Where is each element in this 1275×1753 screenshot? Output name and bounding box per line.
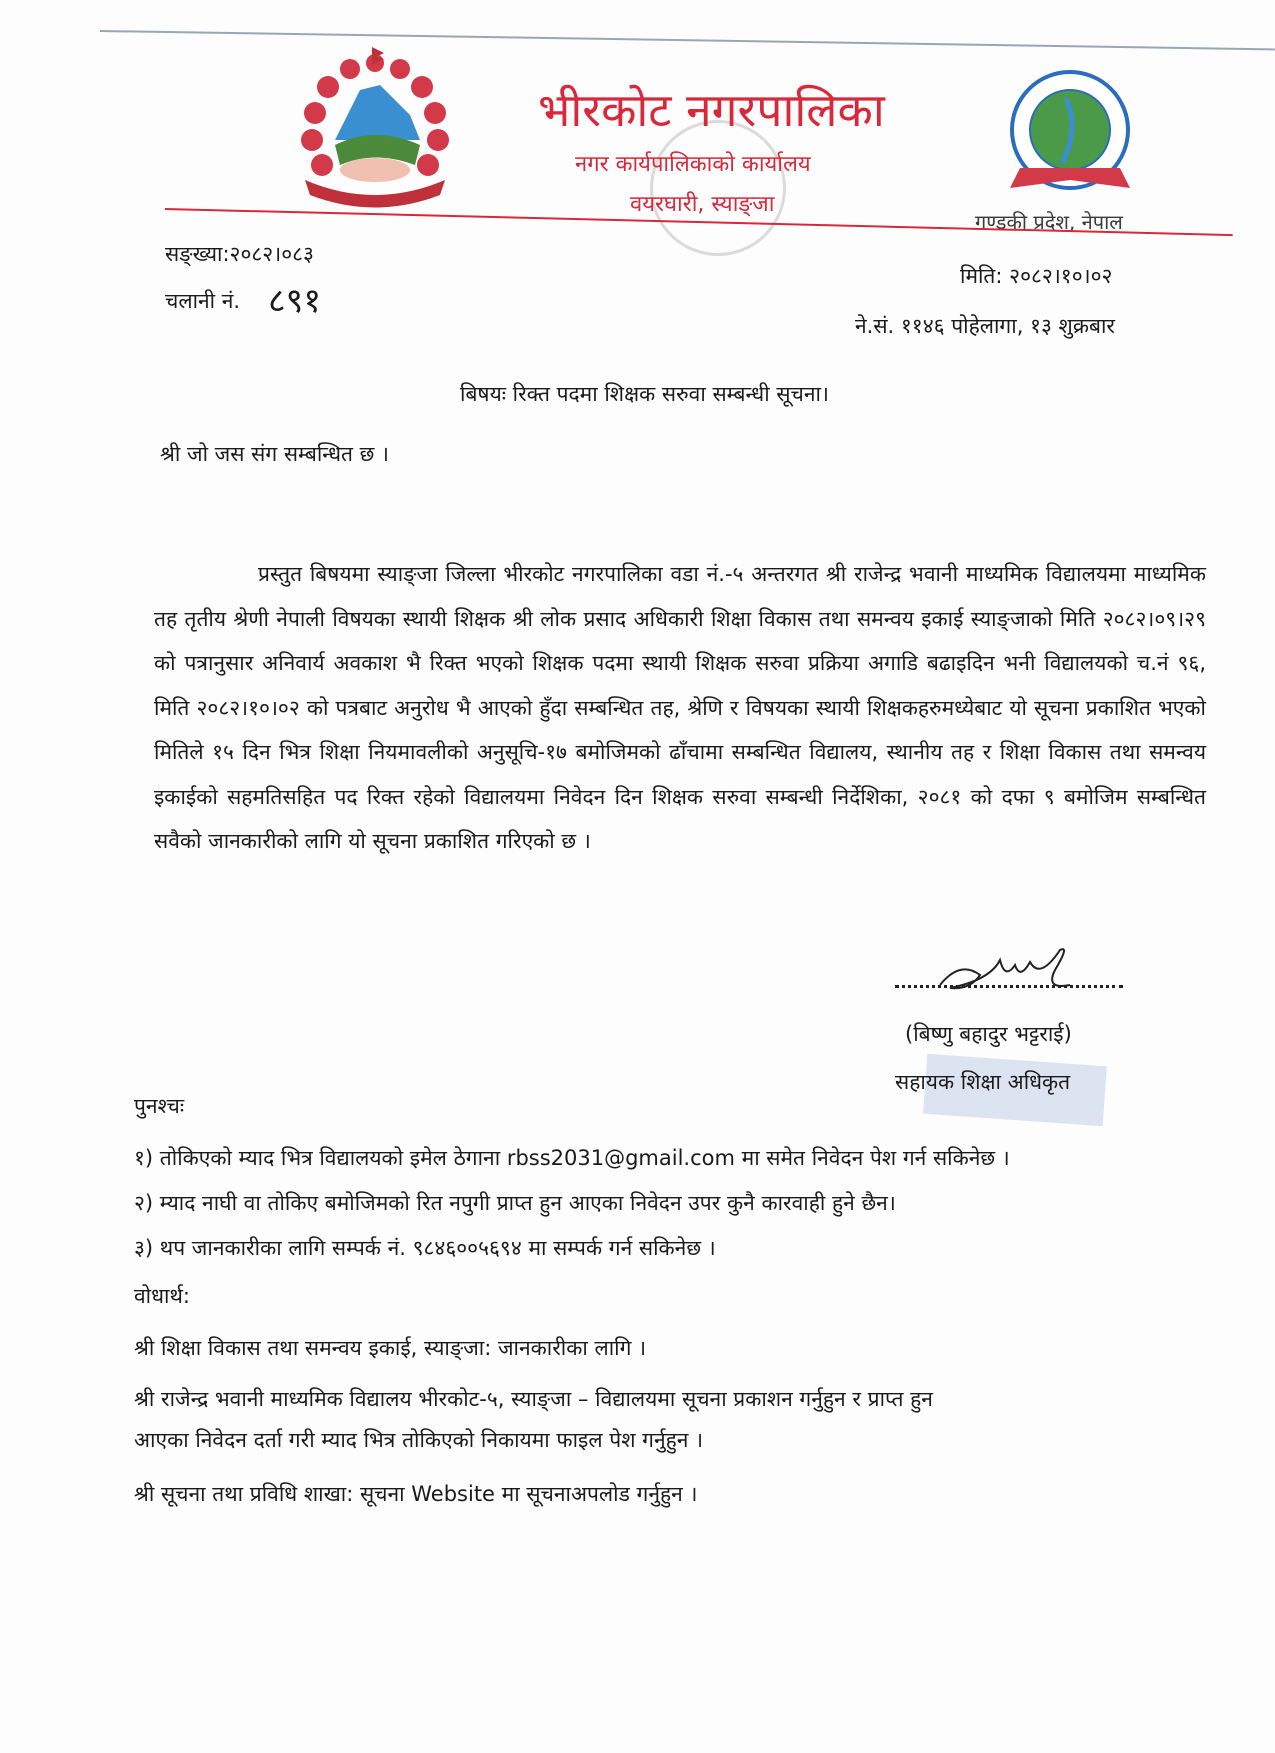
postscript-label: पुनश्चः [134, 1094, 185, 1118]
cc-item: श्री राजेन्द्र भवानी माध्यमिक विद्यालय भीरकोट-५, स्याङ्जा – विद्यालयमा सूचना प्रकाशन गर्नुहुन र प्राप्त हुन [134, 1387, 933, 1411]
municipality-logo-icon [1000, 68, 1140, 203]
province-label: गण्डकी प्रदेश, नेपाल [975, 210, 1123, 234]
date: मिति: २०८२।१०।०२ [960, 264, 1113, 288]
signatory-name: (बिष्णु बहादुर भट्टराई) [905, 1022, 1072, 1046]
body-paragraph: प्रस्तुत बिषयमा स्याङ्जा जिल्ला भीरकोट नगरपालिका वडा नं.-५ अन्तरगत श्री राजेन्द्र भवानी माध्यमिक विद्यालयमा माध्यमिक तह तृतीय श्रेणी नेपाली विषयका स्थायी शिक्षक श्री लोक प्रसाद अधिकारी शिक्षा विकास तथा समन्वय इकाई स्याङ्जाको मिति २०८२।०९।२९ को पत्रानुसार अनिवार्य अवकाश भै रिक्त भएको शिक्षक पदमा स्थायी शिक्षक सरुवा प्रक्रिया अगाडि बढाइदिन भनी विद्यालयको च.नं ९६, मिति २०८२।१०।०२ को पत्रबाट अनुरोध भै आएको हुँदा सम्बन्धित तह, श्रेणि र विषयका स्थायी शिक्षकहरुमध्येबाट यो सूचना प्रकाशित भएको मितिले १५ दिन भित्र शिक्षा नियमावलीको अनुसूचि-१७ बमोजिमको ढाँचामा सम्बन्धित विद्यालय, स्थानीय तह र शिक्षा विकास तथा समन्वय इकाईको सहमतिसहित पद रिक्त रहेको विद्यालयमा निवेदन दिन शिक्षक सरुवा सम्बन्धी निर्देशिका, २०८१ को दफा ९ बमोजिम सम्बन्धित सवैको जानकारीको लागि यो सूचना प्रकाशित गरिएको छ । [154, 562, 1206, 853]
cc-item: श्री सूचना तथा प्रविधि शाखा: सूचना Website मा सूचनाअपलोड गर्नुहुन । [134, 1482, 698, 1506]
scan-edge-line [100, 30, 1275, 50]
subject-line: बिषयः रिक्त पदमा शिक्षक सरुवा सम्बन्धी सूचना। [460, 382, 829, 406]
postscript-item: १) तोकिएको म्याद भित्र विद्यालयको इमेल ठेगाना rbss2031@gmail.com मा समेत निवेदन पेश गर्न सकिनेछ । [134, 1146, 1010, 1170]
dispatch-number: ८९१ [268, 281, 322, 321]
dispatch-label: चलानी नं. [165, 289, 241, 313]
postscript-item: २) म्याद नाघी वा तोकिए बमोजिमको रित नपुगी प्राप्त हुन आएका निवेदन उपर कुनै कारवाही हुने छैन। [134, 1191, 896, 1215]
cc-label: वोधार्थ: [134, 1284, 190, 1308]
reference-number: सङ्ख्या:२०८२।०८३ [165, 242, 314, 266]
signature-icon [930, 940, 1100, 1000]
office-name: नगर कार्यपालिकाको कार्यालय [575, 152, 811, 177]
postscript-item: ३) थप जानकारीका लागि सम्पर्क नं. ९८४६००५६९४ मा सम्पर्क गर्न सकिनेछ । [134, 1236, 716, 1260]
salutation: श्री जो जस संग सम्बन्धित छ । [160, 442, 390, 466]
nepal-sambat-date: ने.सं. ११४६ पोहेलागा, १३ शुक्रबार [855, 314, 1115, 338]
signature-line [895, 985, 1123, 988]
municipality-title: भीरकोट नगरपालिका [538, 83, 885, 137]
nepal-emblem-icon [280, 45, 470, 210]
office-address: वयरघारी, स्याङ्जा [630, 192, 775, 217]
signatory-designation: सहायक शिक्षा अधिकृत [895, 1070, 1071, 1094]
cc-item: आएका निवेदन दर्ता गरी म्याद भित्र तोकिएको निकायमा फाइल पेश गर्नुहुन । [134, 1428, 704, 1452]
cc-item: श्री शिक्षा विकास तथा समन्वय इकाई, स्याङ्जा: जानकारीका लागि । [134, 1336, 647, 1360]
